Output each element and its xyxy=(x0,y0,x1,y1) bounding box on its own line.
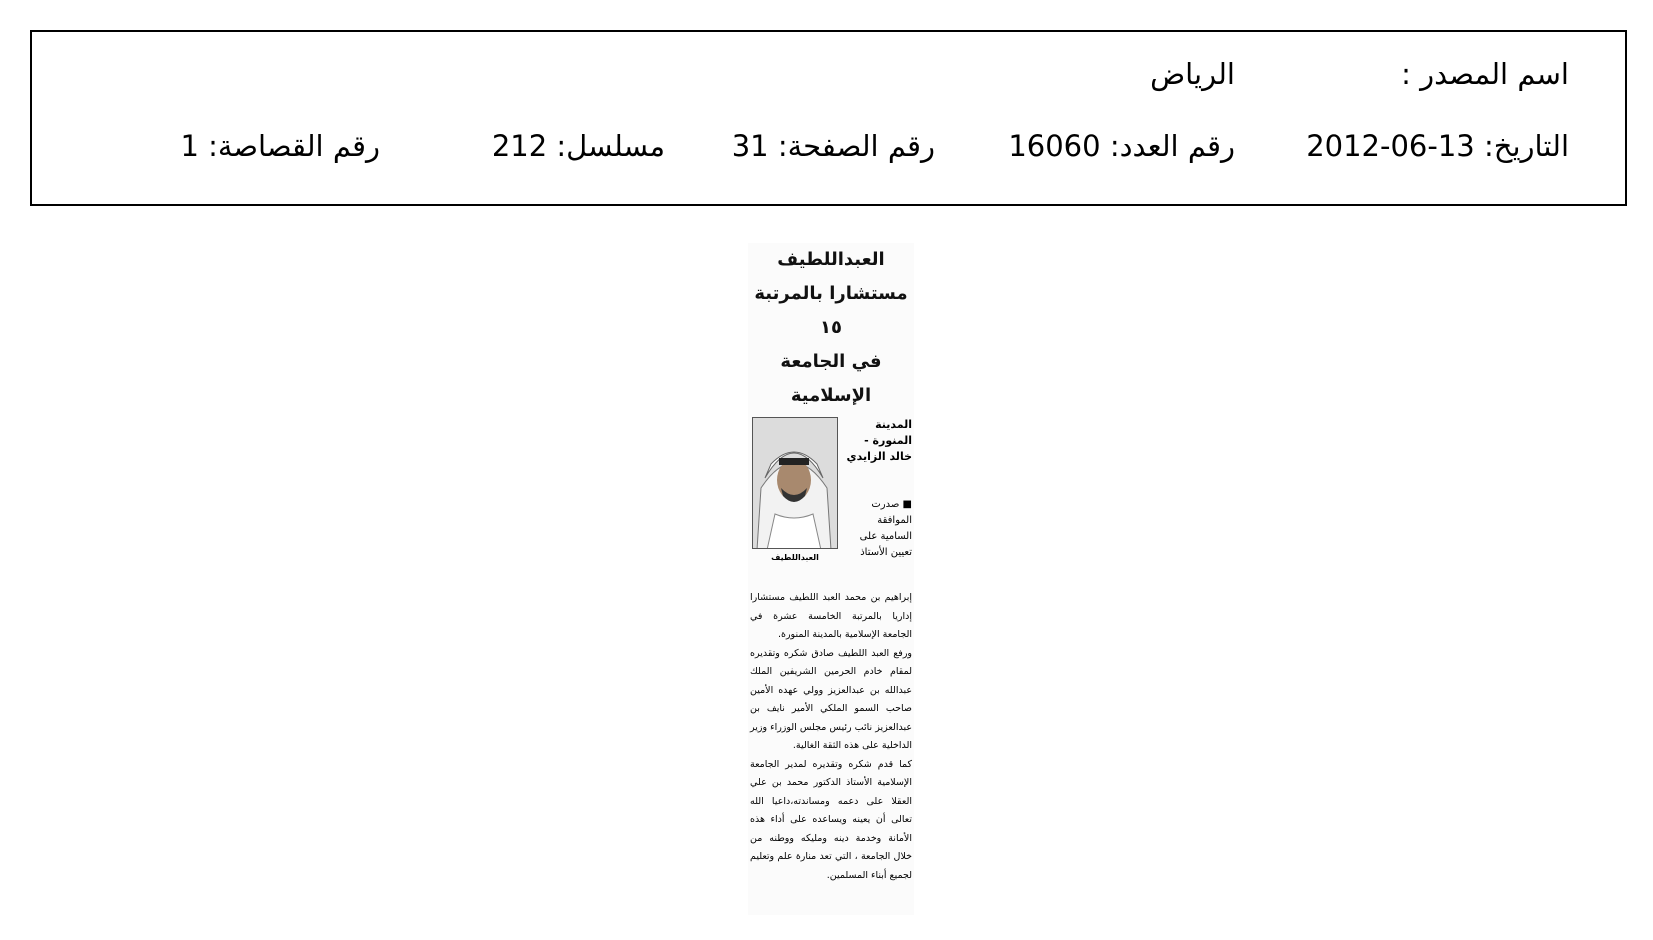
clip-paragraph-3: كما قدم شكره وتقديره لمدير الجامعة الإسلامية الأستاذ الدكتور محمد بن علي العقلا على دعمه ومساندته،داعيا الله تعالى أن يعينه ويساعده على أداء هذه الأمانة وخدمة دينه ومليكه ووطنه من خلال الجامعة ، التي تعد منارة علم وتعليم لجميع أبناء المسلمين. xyxy=(750,758,912,881)
clip-lead-text: ■ صدرت الموافقة السامية على تعيين الأستاذ xyxy=(859,499,912,558)
clip-number-value: 1 xyxy=(180,129,199,163)
clip-byline: المدينة المنورة - خالد الزايدي xyxy=(846,418,912,463)
page-label: رقم الصفحة: xyxy=(777,129,935,163)
clip-headline-line-3: في الجامعة الإسلامية xyxy=(780,351,882,406)
clip-headline-line-2: مستشارا بالمرتبة ١٥ xyxy=(754,283,908,338)
source-value: الرياض xyxy=(1150,57,1235,91)
serial-field xyxy=(491,129,665,163)
issue-label: رقم العدد: xyxy=(1109,129,1235,163)
clip-number-field xyxy=(180,129,380,163)
clip-headline-line-1: العبداللطيف xyxy=(777,249,885,270)
page-field xyxy=(731,129,935,163)
page-value: 31 xyxy=(731,129,769,163)
date-label: التاريخ: xyxy=(1483,129,1569,163)
serial-label: مسلسل: xyxy=(556,129,665,163)
issue-value: 16060 xyxy=(1008,129,1101,163)
photo-caption: العبداللطيف xyxy=(771,553,819,562)
serial-value: 212 xyxy=(491,129,548,163)
source-info-box xyxy=(30,30,1627,206)
clip-number-label: رقم القصاصة: xyxy=(208,129,380,163)
clip-paragraph-2: ورفع العبد اللطيف صادق شكره وتقديره لمقام خادم الحرمين الشريفين الملك عبدالله بن عبدالعزيز وولي عهده الأمين صاحب السمو الملكي الأمير نايف بن عبدالعزيز نائب رئيس مجلس الوزراء وزير الداخلية على هذه الثقة الغالية. xyxy=(750,647,912,751)
clip-paragraph-1: إبراهيم بن محمد العبد اللطيف مستشارا إداريا بالمرتبة الخامسة عشرة في الجامعة الإسلامية بالمدينة المنورة. xyxy=(750,592,912,640)
issue-field xyxy=(1008,129,1235,163)
date-value: 2012-06-13 xyxy=(1306,129,1475,163)
date-field xyxy=(1306,129,1569,163)
portrait-photo xyxy=(752,417,838,549)
portrait-image-icon xyxy=(752,418,837,549)
clip-upper-section xyxy=(748,417,914,589)
source-label: اسم المصدر : xyxy=(1401,57,1569,91)
newspaper-clipping xyxy=(748,243,914,915)
